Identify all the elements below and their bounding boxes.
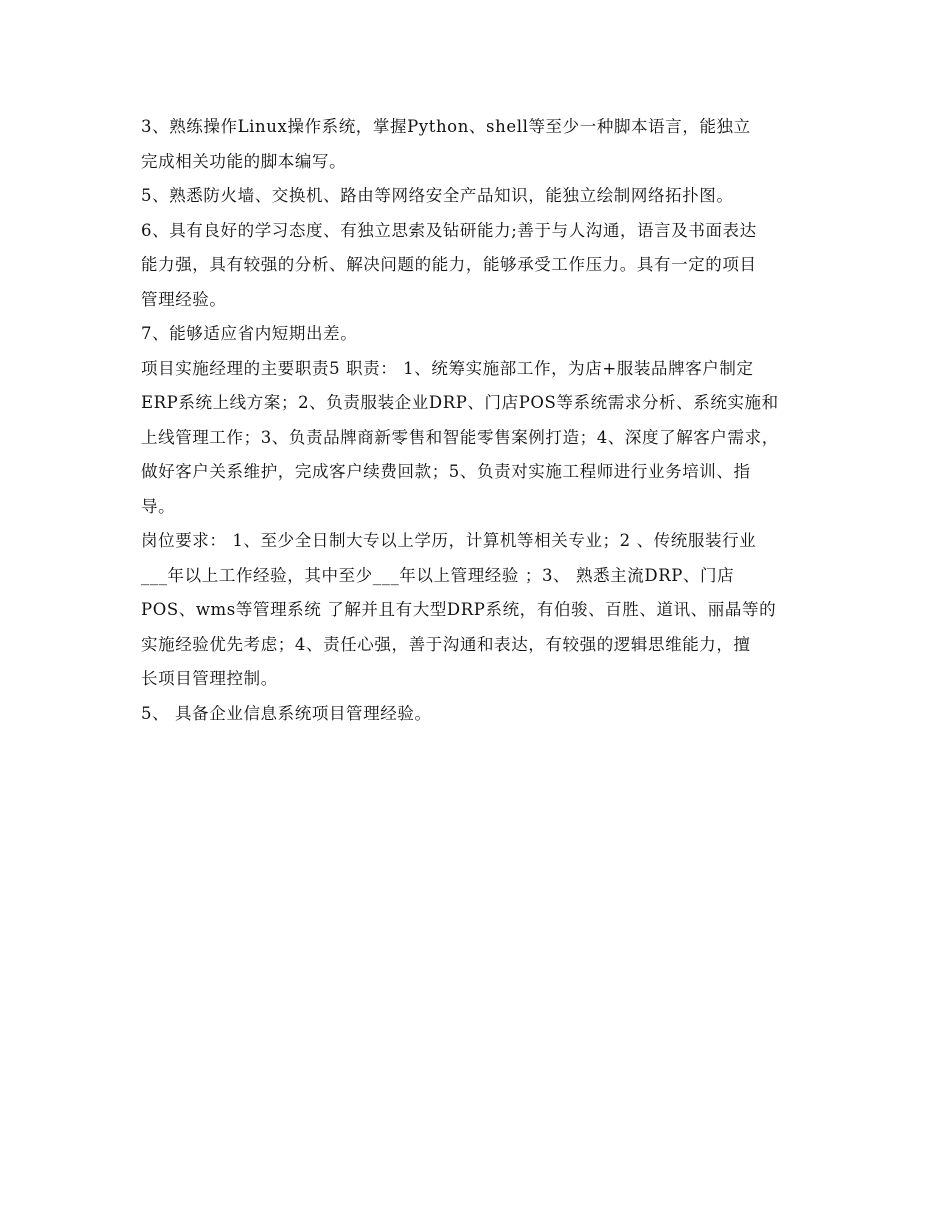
text-line: 7、能够适应省内短期出差。 — [141, 324, 358, 343]
text-line: POS、wms等管理系统 了解并且有大型DRP系统，有伯骏、百胜、道讯、丽晶等的 — [141, 600, 777, 619]
text-line: 长项目管理控制。 — [141, 669, 278, 688]
text-line: 完成相关功能的脚本编写。 — [141, 151, 347, 171]
text-line: 项目实施经理的主要职责5 职责： 1、统筹实施部工作，为店+服装品牌客户制定 — [141, 358, 754, 378]
text-line: 能力强，具有较强的分析、解决问题的能力，能够承受工作压力。具有一定的项目 — [141, 255, 757, 274]
text-line: 导。 — [141, 496, 176, 516]
text-line: ___年以上工作经验，其中至少___年以上管理经验 ；3、 熟悉主流DRP、门店 — [141, 565, 735, 585]
text-line: 管理经验。 — [141, 289, 227, 309]
text-line: ERP系统上线方案；2、负责服装企业DRP、门店POS等系统需求分析、系统实施和 — [141, 393, 779, 412]
text-line: 实施经验优先考虑；4、责任心强，善于沟通和表达，有较强的逻辑思维能力，擅 — [141, 634, 751, 654]
text-line: 上线管理工作；3、负责品牌商新零售和智能零售案例打造；4、深度了解客户需求， — [141, 427, 779, 447]
text-line: 6、具有良好的学习态度、有独立思索及钻研能力;善于与人沟通，语言及书面表达 — [141, 220, 757, 240]
text-line: 3、熟练操作Linux操作系统，掌握Python、shell等至少一种脚本语言，能独立 — [141, 117, 751, 136]
text-line: 做好客户关系维护，完成客户续费回款；5、负责对实施工程师进行业务培训、指 — [141, 462, 751, 481]
text-line: 5、 具备企业信息系统项目管理经验。 — [141, 703, 432, 723]
document-body — [141, 110, 831, 731]
text-line: 5、熟悉防火墙、交换机、路由等网络安全产品知识，能独立绘制网络拓扑图。 — [141, 186, 734, 205]
text-line: 岗位要求： 1、至少全日制大专以上学历，计算机等相关专业；2 、传统服装行业 — [141, 531, 757, 550]
